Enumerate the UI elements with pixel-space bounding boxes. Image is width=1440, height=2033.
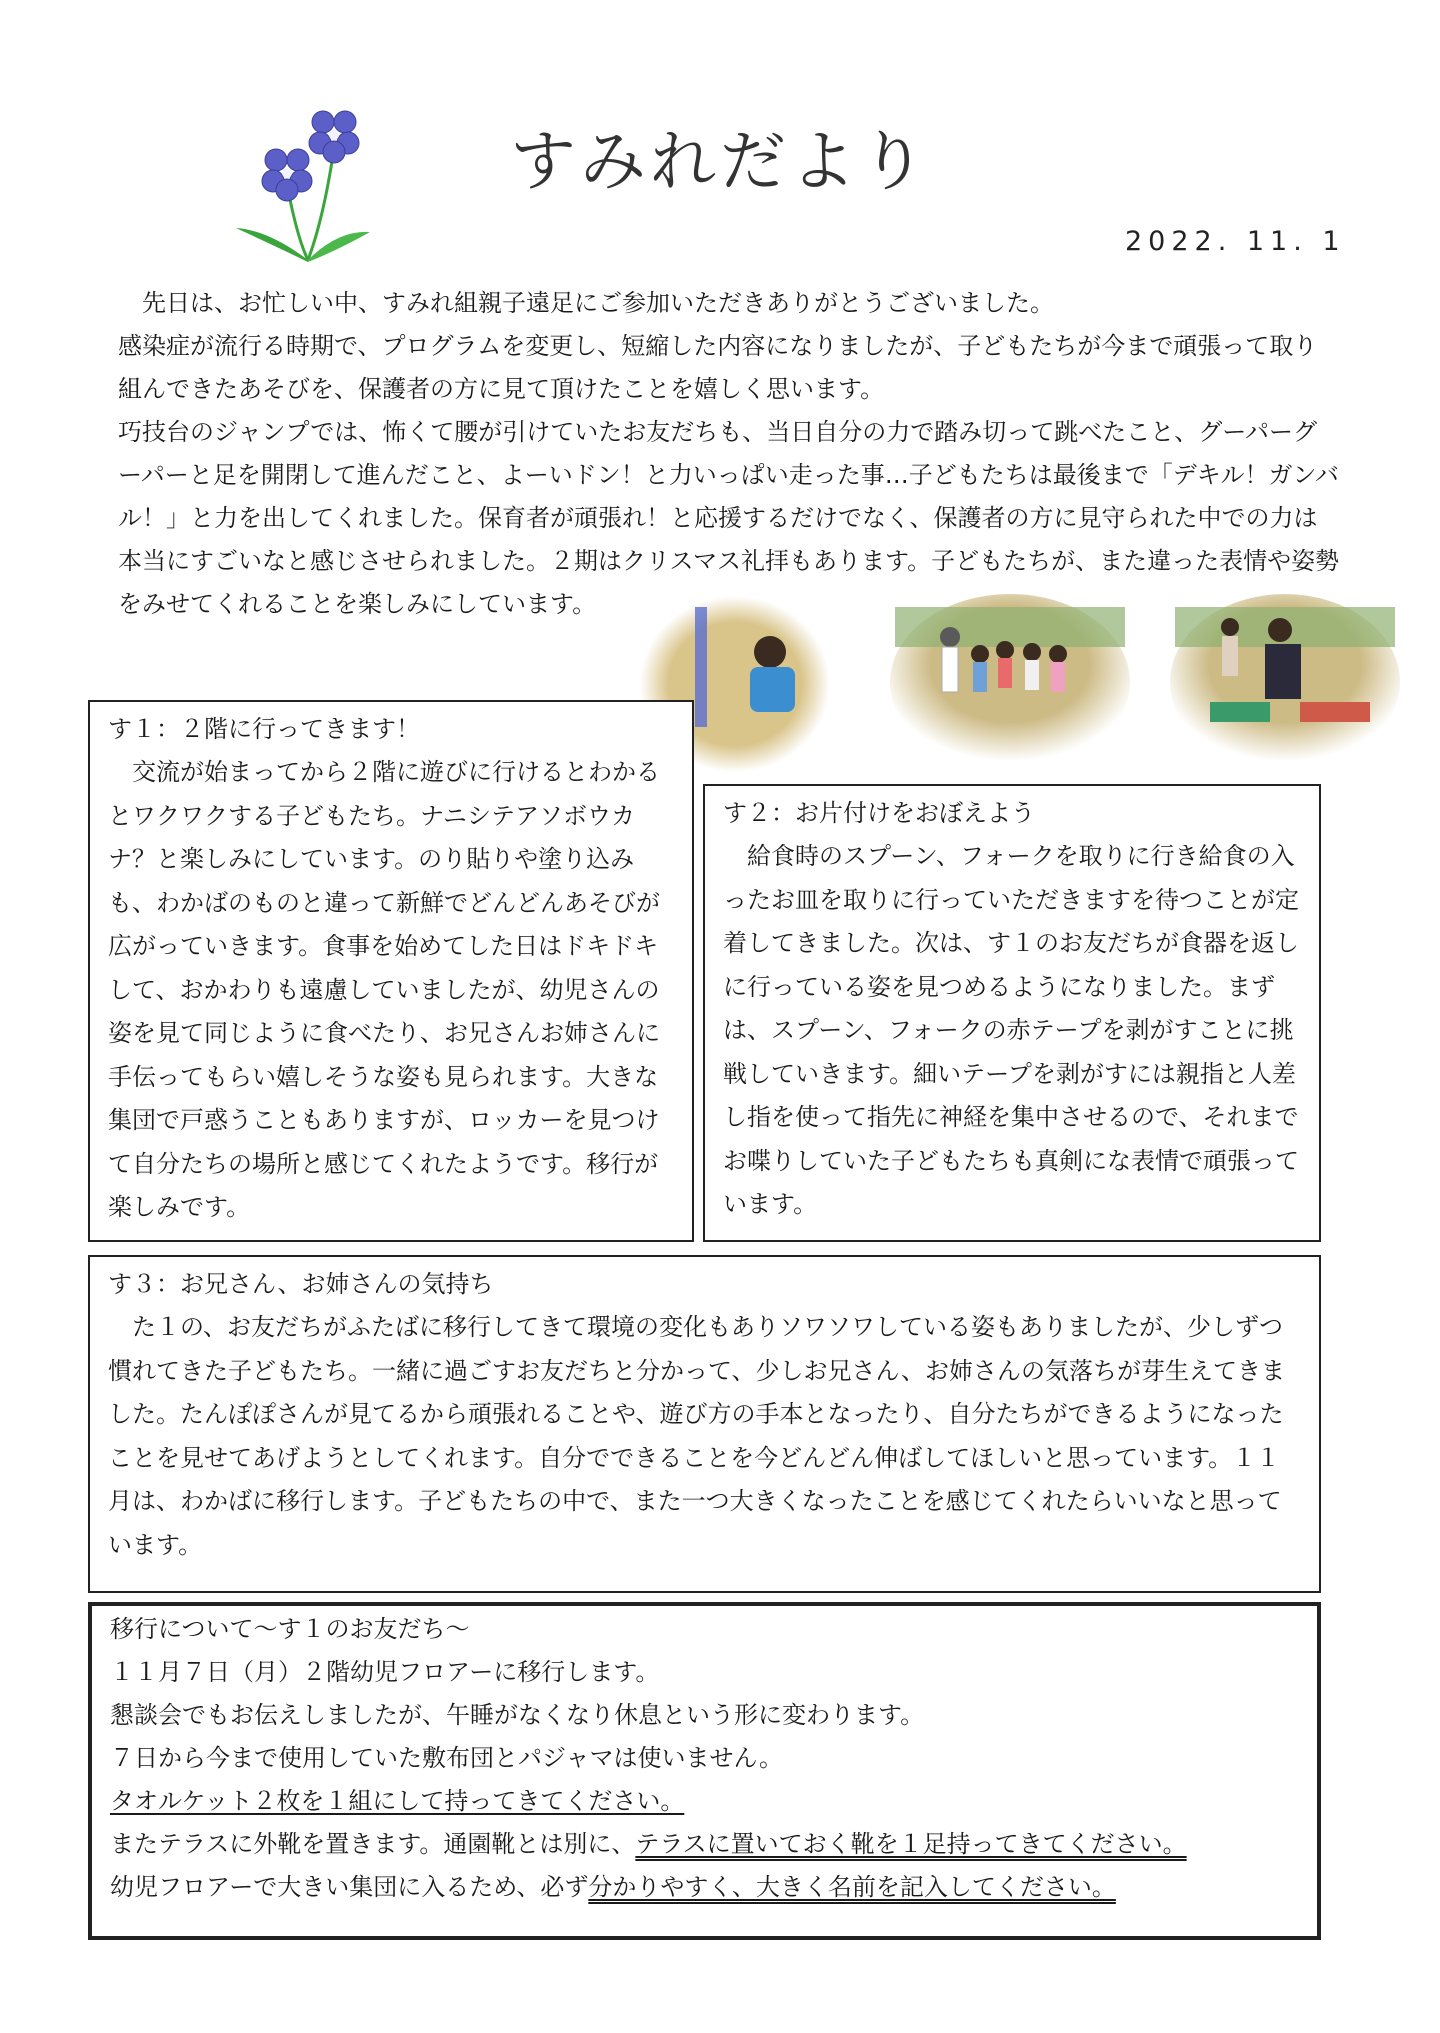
section-su2-heading: す２：お片付けをおぼえよう — [723, 799, 1035, 827]
section-su3-heading: す３：お兄さん、お姉さんの気持ち — [108, 1270, 494, 1298]
photo-strip — [640, 592, 1400, 772]
transition-notice-heading: 移行について〜す１のお友だち〜 — [110, 1615, 470, 1643]
name-request: 分かりやすく、大きく名前を記入してください。 — [588, 1873, 1116, 1901]
newsletter-title: すみれだより — [510, 123, 930, 200]
photo-balance — [1170, 594, 1400, 770]
photo-running — [890, 594, 1130, 770]
section-su1 — [88, 700, 694, 1242]
section-su2-body: 給食時のスプーン、フォークを取りに行き給食の入ったお皿を取りに行っていただきますを待つことが定着してきました。次は、す１のお友だちが食器を返しに行っている姿を見つめるようになりました。まずは、スプーン、フォークの赤テープを剥がすことに挑戦していきます。細いテープを剥がすには親指と人差し指を使って指先に神経を集中させるので、それまでお喋りしていた子どもたちも真剣にな表情で頑張っています。 — [723, 842, 1299, 1218]
shoes-intro: またテラスに外靴を置きます。通園靴とは別に、 — [110, 1830, 636, 1858]
section-su1-body: 交流が始まってから２階に遊びに行けるとわかるとワクワクする子どもたち。ナニシテアソボウカナ？と楽しみにしています。のり貼りや塗り込みも、わかばのものと違って新鮮でどんどんあそびが広がっていきます。食事を始めてした日はドキドキして、おかわりも遠慮していましたが、幼児さんの姿を見て同じように食べたり、お兄さんお姉さんに手伝ってもらい嬉しそうな姿も見られます。大きな集団で戸惑うこともありますが、ロッカーを見つけて自分たちの場所と感じてくれたようです。移行が楽しみです。 — [108, 758, 660, 1221]
name-intro: 幼児フロアーで大きい集団に入るため、必ず — [110, 1873, 589, 1901]
intro-paragraph-3: 巧技台のジャンプでは、怖くて腰が引けていたお友だちも、当日自分の力で踏み切って跳べたこと、グーパーグーパーと足を開閉して進んだこと、よーいドン！と力いっぱい走った事…子どもたちは最後まで「デキル！ガンバル！」と力を出してくれました。保育者が頑張れ！と応援するだけでなく、保護者の方に見守られた中での力は本当にすごいなと感じさせられました。２期はクリスマス礼拝もあります。子どもたちが、また違った表情や姿勢をみせてくれることを楽しみにしています。 — [118, 418, 1340, 618]
transition-towel-line — [110, 1780, 1299, 1823]
transition-notice — [88, 1602, 1321, 1940]
intro-paragraph-2: 感染症が流行る時期で、プログラムを変更し、短縮した内容になりましたが、子どもたちが今まで頑張って取り組んできたあそびを、保護者の方に見て頂けたことを嬉しく思います。 — [118, 332, 1318, 403]
transition-name-line — [110, 1866, 1299, 1909]
towel-request: タオルケット２枚を１組にして持ってきてください。 — [110, 1787, 685, 1815]
section-su3-body: た１の、お友だちがふたばに移行してきて環境の変化もありソワソワしている姿もありましたが、少しずつ慣れてきた子どもたち。一緒に過ごすお友だちと分かって、少しお兄さん、お姉さんの気落ちが芽生えてきました。たんぽぽさんが見てるから頑張れることや、遊び方の手本となったり、自分たちができるようになったことを見せてあげようとしてくれます。自分でできることを今どんどん伸ばしてほしいと思っています。１１月は、わかばに移行します。子どもたちの中で、また一つ大きくなったことを感じてくれたらいいなと思っています。 — [108, 1313, 1285, 1559]
section-su1-heading: す１：２階に行ってきます！ — [108, 715, 420, 743]
intro-text — [118, 282, 1340, 626]
violet-flower-icon — [228, 110, 378, 270]
transition-nap-line: 懇談会でもお伝えしましたが、午睡がなくなり休息という形に変わります。 — [110, 1701, 925, 1729]
issue-date: 2022. 11. 1 — [1125, 226, 1346, 257]
transition-shoes-line — [110, 1823, 1299, 1866]
transition-date-line: １１月７日（月）２階幼児フロアーに移行します。 — [110, 1658, 660, 1686]
transition-futon-line: ７日から今まで使用していた敷布団とパジャマは使いません。 — [110, 1744, 783, 1772]
shoes-request: テラスに置いておく靴を１足持ってきてください。 — [635, 1830, 1187, 1858]
section-su3 — [88, 1255, 1321, 1593]
section-su2 — [703, 784, 1321, 1242]
intro-paragraph-1: 先日は、お忙しい中、すみれ組親子遠足にご参加いただきありがとうございました。 — [142, 289, 1054, 317]
